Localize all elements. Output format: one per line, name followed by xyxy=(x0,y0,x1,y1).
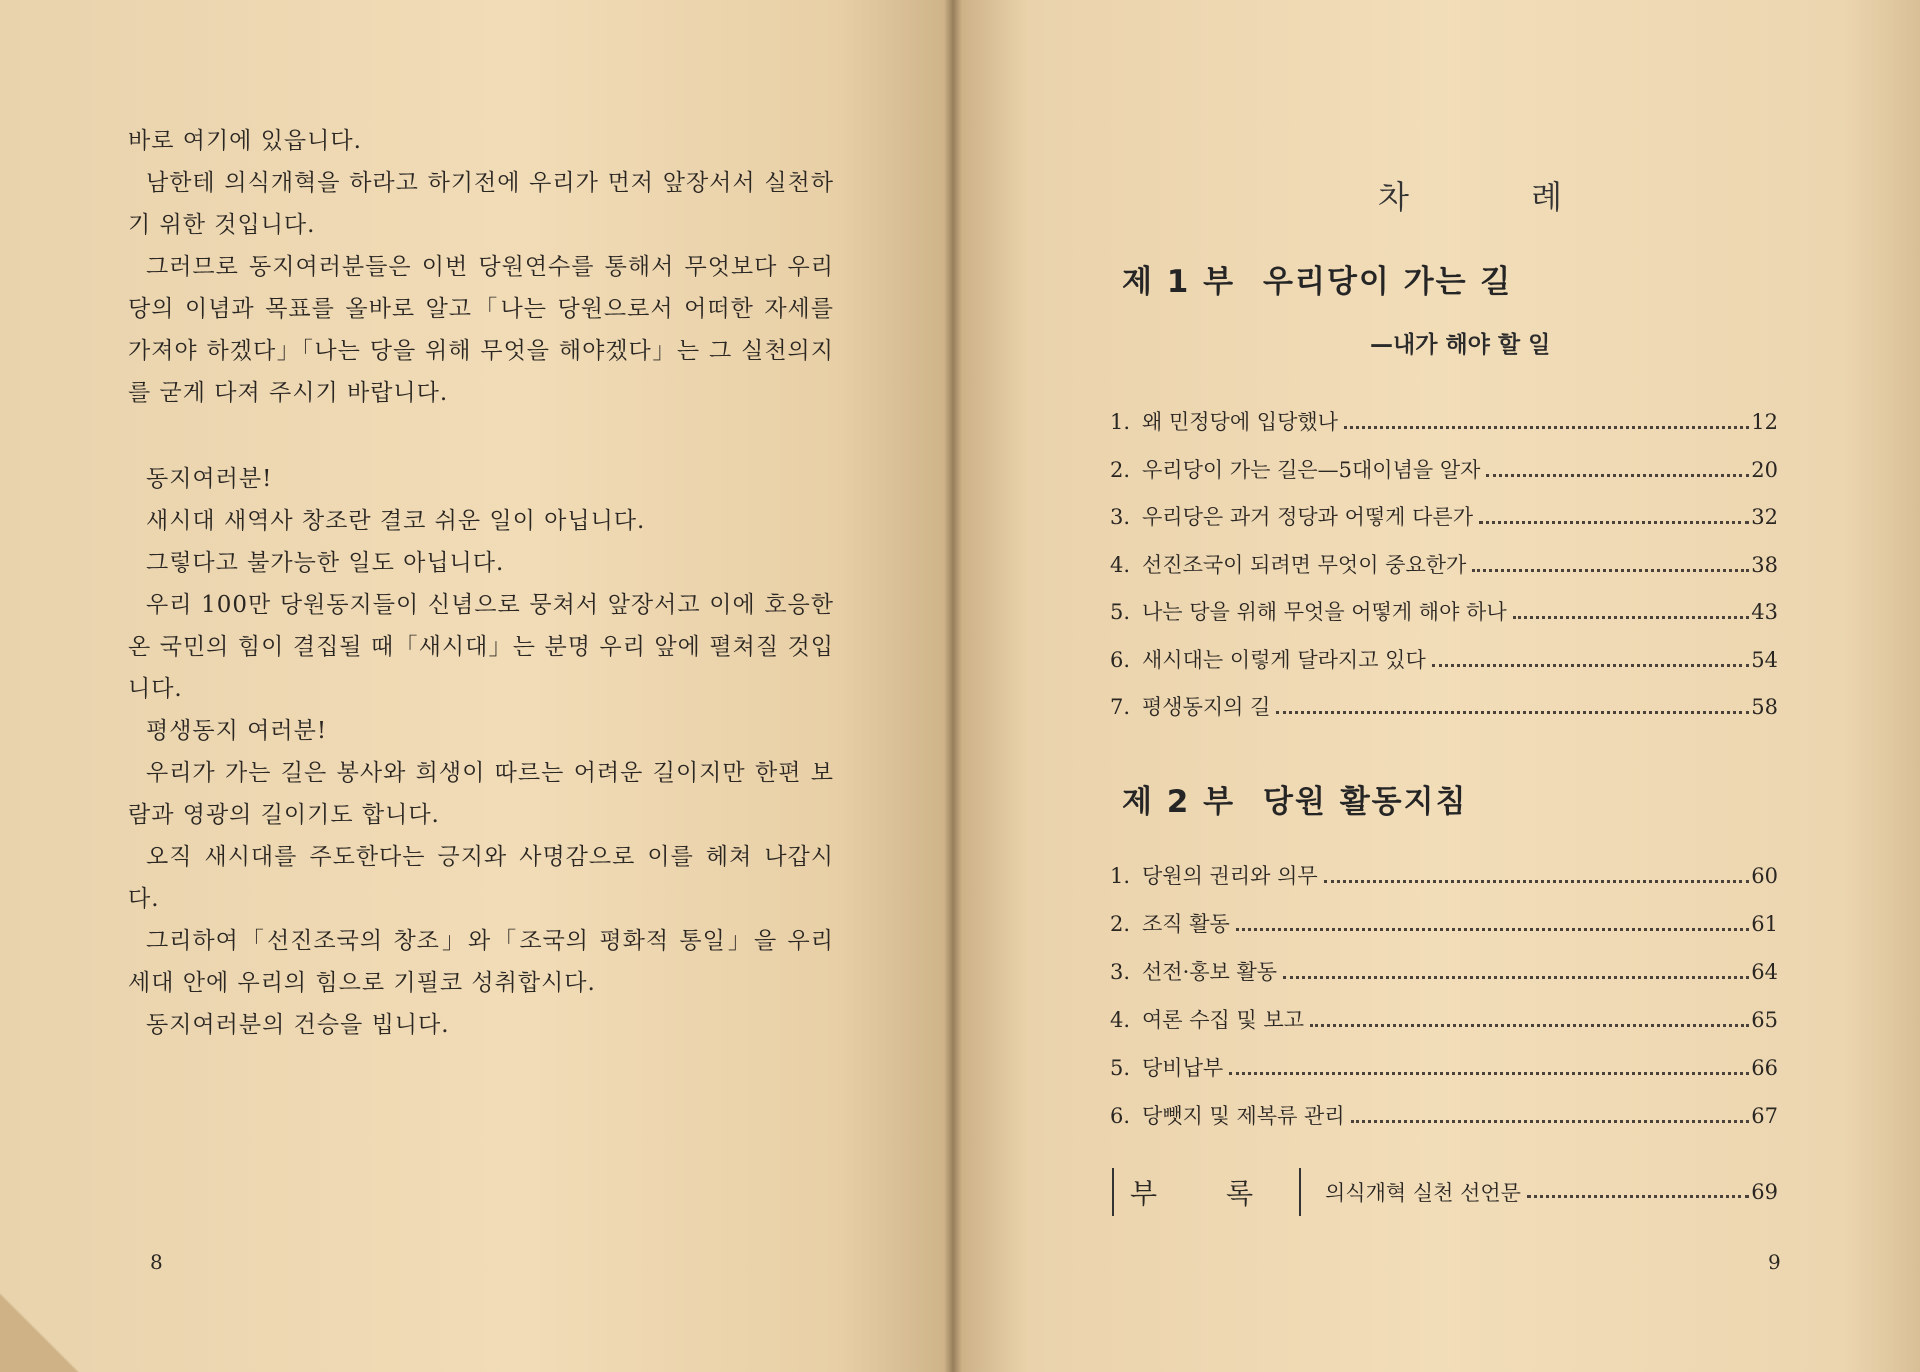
part1-heading xyxy=(1122,256,1512,301)
toc-entry xyxy=(1110,454,1778,502)
body-paragraph: 남한테 의식개혁을 하라고 하기전에 우리가 먼저 앞장서서 실천하기 위한 것입니다. xyxy=(128,170,834,238)
toc-entry xyxy=(1110,691,1778,739)
toc-entry-number: 3. xyxy=(1110,505,1131,529)
toc-entry xyxy=(1110,501,1778,549)
left-page xyxy=(0,0,952,1372)
toc-entry-label: 평생동지의 길 xyxy=(1142,695,1271,719)
body-paragraph: 그러므로 동지여러분들은 이번 당원연수를 통해서 무엇보다 우리당의 이념과 목표를 올바로 알고「나는 당원으로서 어떠한 자세를 가져야 하겠다」「나는 당을 위해 무엇을 해야겠다」는 그 실천의지를 굳게 다져 주시기 바랍니다. xyxy=(128,254,834,406)
right-page-number: 9 xyxy=(1768,1250,1781,1274)
toc-entry-label: 왜 민정당에 입당했나 xyxy=(1142,410,1338,434)
part1-title: 우리당이 가는 길 xyxy=(1263,264,1513,300)
toc-entry-label: 당비납부 xyxy=(1142,1056,1224,1080)
toc-entry-page: 38 xyxy=(1751,552,1778,577)
toc-entry-page: 43 xyxy=(1751,600,1778,624)
toc-entry xyxy=(1110,1100,1778,1148)
toc-entry-number: 2. xyxy=(1110,457,1131,482)
toc-entry-number: 2. xyxy=(1110,912,1131,936)
toc-entry-page: 32 xyxy=(1751,505,1778,529)
toc-leader-dots xyxy=(1236,928,1749,931)
toc-entry xyxy=(1110,1052,1778,1100)
part1-number: 제 1 부 xyxy=(1122,264,1236,300)
toc-entry-label: 조직 활동 xyxy=(1142,912,1230,936)
toc-entry-page: 60 xyxy=(1751,864,1778,888)
toc-entry-page: 54 xyxy=(1751,647,1778,672)
part1-subtitle: —내가 해야 할 일 xyxy=(1370,332,1551,358)
toc-entry-number: 7. xyxy=(1110,695,1131,719)
toc-entry-number: 5. xyxy=(1110,1056,1131,1080)
toc-leader-dots xyxy=(1283,976,1749,979)
toc-leader-dots xyxy=(1513,616,1750,619)
appendix-page: 69 xyxy=(1751,1180,1778,1204)
toc-entry-label: 당원의 권리와 의무 xyxy=(1142,864,1318,888)
toc-entry-label: 선전·홍보 활동 xyxy=(1142,960,1278,984)
body-paragraph: 새시대 새역사 창조란 결코 쉬운 일이 아닙니다. xyxy=(146,508,646,534)
toc-leader-dots xyxy=(1432,664,1750,667)
toc-entry xyxy=(1110,956,1778,1004)
toc-entry xyxy=(1110,908,1778,956)
corner-fold xyxy=(0,1292,80,1372)
toc-entry-number: 6. xyxy=(1110,1104,1131,1128)
appendix-label: 의식개혁 실천 선언문 xyxy=(1325,1181,1521,1205)
left-page-number: 8 xyxy=(150,1250,163,1274)
part2-number: 제 2 부 xyxy=(1122,784,1236,820)
toc-entry-number: 1. xyxy=(1110,410,1131,434)
body-paragraph: 오직 새시대를 주도한다는 긍지와 사명감으로 이를 헤쳐 나갑시다. xyxy=(128,844,834,912)
toc-leader-dots xyxy=(1324,880,1750,883)
toc-entry xyxy=(1110,860,1778,908)
toc-entry-page: 58 xyxy=(1751,695,1778,719)
book-gutter xyxy=(944,0,962,1372)
body-paragraph: 평생동지 여러분! xyxy=(146,718,328,744)
part2-heading xyxy=(1122,776,1468,821)
part2-title: 당원 활동지침 xyxy=(1263,784,1468,820)
toc-entry-page: 65 xyxy=(1751,1008,1778,1032)
toc-entry-number: 3. xyxy=(1110,960,1131,984)
body-paragraph: 그리하여「선진조국의 창조」와「조국의 평화적 통일」을 우리 세대 안에 우리의 힘으로 기필코 성취합시다. xyxy=(128,928,834,996)
toc-entry xyxy=(1110,644,1778,692)
part1-toc-list xyxy=(1110,406,1778,739)
toc-entry-page: 20 xyxy=(1751,457,1778,482)
toc-leader-dots xyxy=(1527,1195,1749,1198)
toc-entry-page: 66 xyxy=(1751,1056,1778,1080)
toc-leader-dots xyxy=(1486,474,1749,477)
toc-title: 차 례 xyxy=(1378,178,1618,216)
toc-entry-number: 1. xyxy=(1110,864,1131,888)
toc-leader-dots xyxy=(1479,521,1749,524)
appendix-tag: 부 록 xyxy=(1112,1168,1301,1216)
toc-entry-number: 5. xyxy=(1110,600,1131,624)
toc-entry-label: 당뺏지 및 제복류 관리 xyxy=(1142,1104,1345,1128)
toc-entry-page: 12 xyxy=(1751,410,1778,434)
toc-entry-number: 6. xyxy=(1110,647,1131,672)
body-paragraph: 우리 100만 당원동지들이 신념으로 뭉쳐서 앞장서고 이에 호응한 온 국민의 힘이 결집될 때「새시대」는 분명 우리 앞에 펼쳐질 것입니다. xyxy=(128,592,834,702)
toc-entry xyxy=(1110,549,1778,597)
toc-entry-label: 선진조국이 되려면 무엇이 중요한가 xyxy=(1142,552,1467,577)
part2-toc-list xyxy=(1110,860,1778,1148)
toc-leader-dots xyxy=(1276,711,1749,714)
toc-leader-dots xyxy=(1344,426,1749,429)
toc-entry-label: 새시대는 이렇게 달라지고 있다 xyxy=(1142,647,1426,672)
body-paragraph: 바로 여기에 있읍니다. xyxy=(128,128,362,154)
toc-leader-dots xyxy=(1229,1072,1749,1075)
toc-entry-page: 64 xyxy=(1751,960,1778,984)
body-paragraph: 동지여러분! xyxy=(146,466,273,492)
toc-leader-dots xyxy=(1351,1120,1750,1123)
toc-leader-dots xyxy=(1472,569,1749,572)
toc-entry xyxy=(1110,1004,1778,1052)
toc-entry-page: 67 xyxy=(1751,1104,1778,1128)
toc-entry-number: 4. xyxy=(1110,1008,1131,1032)
body-paragraph: 우리가 가는 길은 봉사와 희생이 따르는 어려운 길이지만 한편 보람과 영광의 길이기도 합니다. xyxy=(128,760,834,828)
appendix-entry xyxy=(1112,1168,1778,1216)
toc-entry-number: 4. xyxy=(1110,552,1131,577)
toc-entry-label: 나는 당을 위해 무엇을 어떻게 해야 하나 xyxy=(1142,600,1507,624)
body-paragraph: 동지여러분의 건승을 빕니다. xyxy=(146,1012,450,1038)
toc-entry-label: 여론 수집 및 보고 xyxy=(1142,1008,1305,1032)
left-page-body xyxy=(128,120,834,1046)
toc-entry-label: 우리당은 과거 정당과 어떻게 다른가 xyxy=(1142,505,1473,529)
body-paragraph: 그렇다고 불가능한 일도 아닙니다. xyxy=(146,550,505,576)
toc-entry xyxy=(1110,406,1778,454)
toc-leader-dots xyxy=(1310,1024,1749,1027)
toc-entry-label: 우리당이 가는 길은—5대이념을 알자 xyxy=(1142,457,1481,482)
toc-entry xyxy=(1110,596,1778,644)
toc-entry-page: 61 xyxy=(1751,912,1778,936)
